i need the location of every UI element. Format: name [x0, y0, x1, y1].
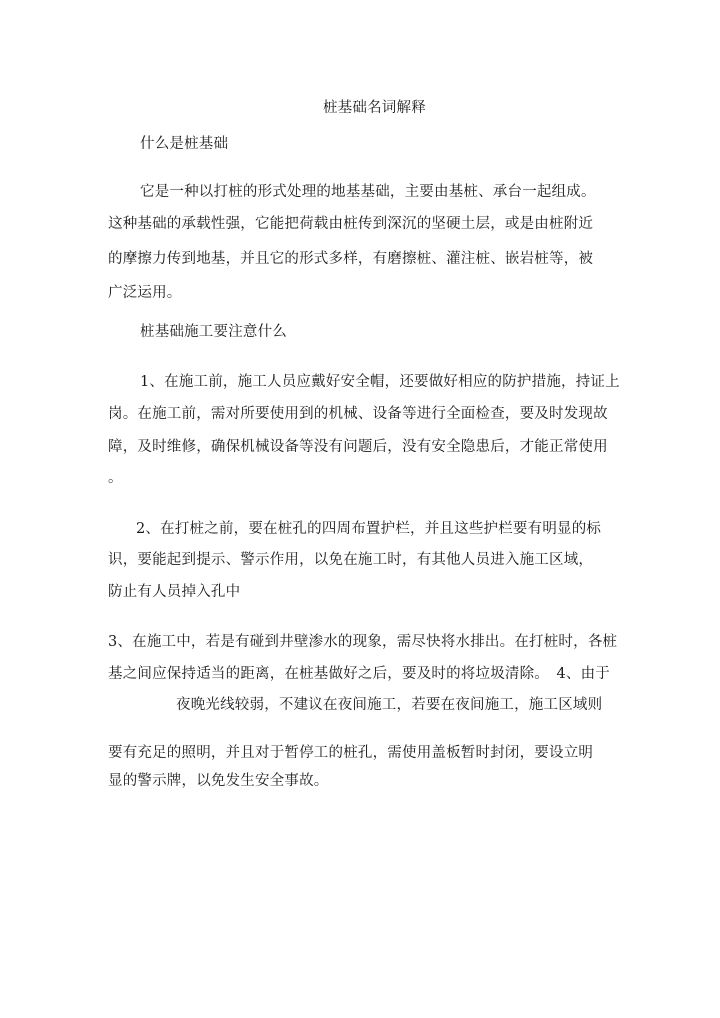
item-line: 基之间应保持适当的距离，在桩基做好之后，要及时的将垃圾清除。 4、由于 [108, 666, 610, 682]
item-line: 识，要能起到提示、警示作用，以免在施工时，有其他人员进入施工区域， [108, 552, 594, 568]
paragraph-line: 广泛运用。 [108, 285, 182, 301]
item-line: 3、在施工中，若是有碰到井壁渗水的现象，需尽快将水排出。在打桩时，各桩 [108, 634, 618, 650]
item-line: 2、在打桩之前，要在桩孔的四周布置护栏，并且这些护栏要有明显的标 [136, 521, 602, 537]
item-line: 1、在施工前，施工人员应戴好安全帽，还要做好相应的防护措施，持证上 [140, 374, 620, 390]
item-line: 障，及时维修，确保机械设备等没有问题后，没有安全隐患后，才能正常使用 [108, 439, 608, 455]
item-line: 岗。在施工前，需对所要使用到的机械、设备等进行全面检查，要及时发现故 [108, 406, 608, 422]
item-line: 夜晚光线较弱，不建议在夜间施工，若要在夜间施工，施工区域则 [176, 697, 603, 713]
item-line: 防止有人员掉入孔中 [108, 584, 241, 600]
paragraph-line: 的摩擦力传到地基，并且它的形式多样，有磨擦桩、灌注桩、嵌岩桩等，被 [108, 251, 594, 267]
item-line: 显的警示牌，以免发生安全事故。 [108, 773, 329, 789]
item-line: 。 [108, 470, 123, 486]
paragraph-line: 它是一种以打桩的形式处理的地基基础，主要由基桩、承台一起组成。 [140, 184, 596, 200]
item-line: 要有充足的照明，并且对于暂停工的桩孔，需使用盖板暂时封闭，要设立明 [108, 745, 594, 761]
section-heading-notes: 桩基础施工要注意什么 [140, 324, 287, 340]
paragraph-line: 这种基础的承载性强，它能把荷载由桩传到深沉的坚硬土层，或是由桩附近 [108, 216, 594, 232]
section-heading-what-is: 什么是桩基础 [140, 136, 229, 152]
document-title: 桩基础名词解释 [323, 100, 426, 116]
